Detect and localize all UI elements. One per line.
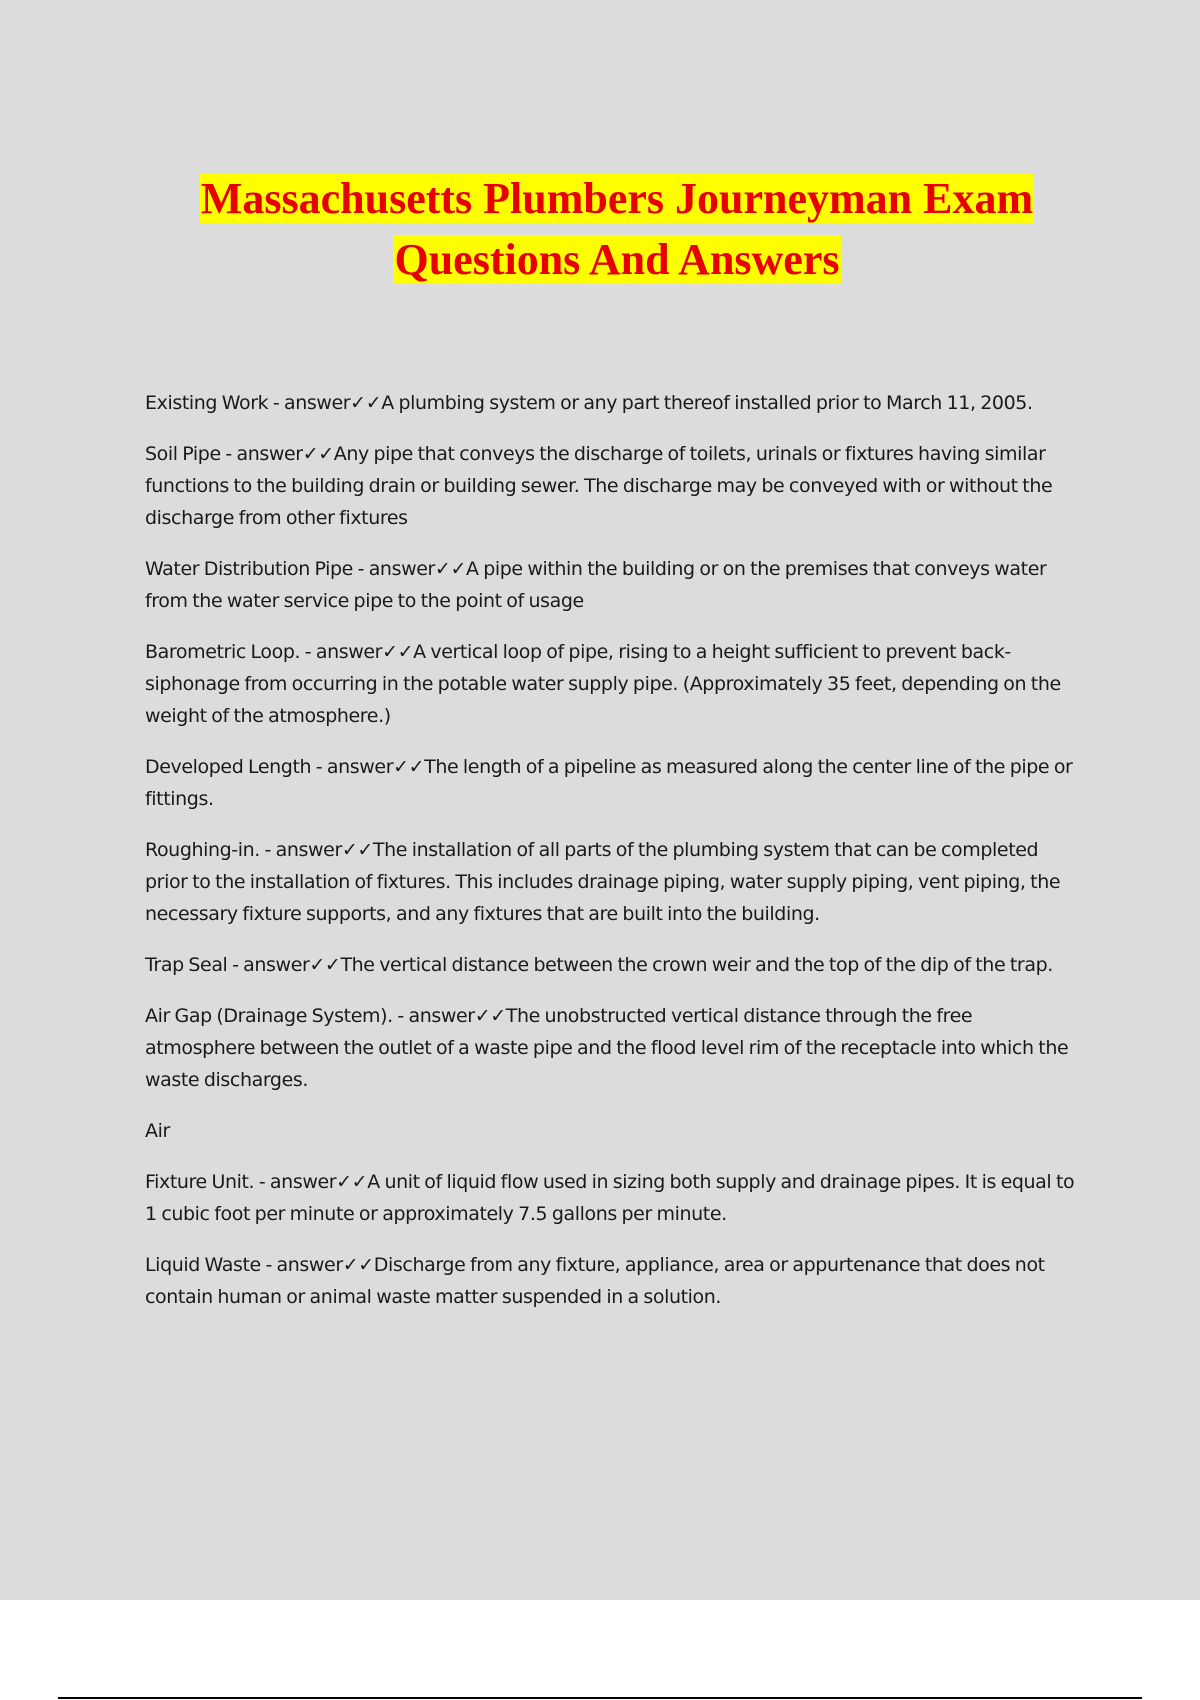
- entry-water-distribution-pipe: Water Distribution Pipe - answer✓✓A pipe within the building or on the premises that conveys water from the water service pipe to the point of usage: [145, 558, 1047, 612]
- bottom-divider: [58, 1697, 1142, 1699]
- entry-soil-pipe: Soil Pipe - answer✓✓Any pipe that conveys the discharge of toilets, urinals or fixtures having similar functions to the building drain or building sewer. The discharge may be conveyed with or without the discharge from other fixtures: [145, 443, 1053, 529]
- document-body: [145, 387, 1085, 1332]
- page-title: [0, 168, 1200, 290]
- entry-trap-seal: Trap Seal - answer✓✓The vertical distance between the crown weir and the top of the dip of the trap.: [145, 954, 1053, 976]
- title-line-1: Massachusetts Plumbers Journeyman Exam: [200, 174, 1034, 223]
- entry-air: Air: [145, 1120, 170, 1142]
- entry-fixture-unit: Fixture Unit. - answer✓✓A unit of liquid flow used in sizing both supply and drainage pipes. It is equal to 1 cubic foot per minute or approximately 7.5 gallons per minute.: [145, 1171, 1075, 1225]
- entry-barometric-loop: Barometric Loop. - answer✓✓A vertical loop of pipe, rising to a height sufficient to prevent back-siphonage from occurring in the potable water supply pipe. (Approximately 35 feet, depending on the weight of the atmosphere.): [145, 641, 1061, 727]
- entry-roughing-in: Roughing-in. - answer✓✓The installation of all parts of the plumbing system that can be completed prior to the installation of fixtures. This includes drainage piping, water supply piping, vent piping, the necessary fixture supports, and any fixtures that are built into the building.: [145, 839, 1061, 925]
- entry-air-gap: Air Gap (Drainage System). - answer✓✓The unobstructed vertical distance through the free atmosphere between the outlet of a waste pipe and the flood level rim of the receptacle into which the waste discharges.: [145, 1005, 1069, 1091]
- title-line-2: Questions And Answers: [394, 235, 840, 284]
- entry-liquid-waste: Liquid Waste - answer✓✓Discharge from any fixture, appliance, area or appurtenance that does not contain human or animal waste matter suspended in a solution.: [145, 1254, 1045, 1308]
- entry-existing-work: Existing Work - answer✓✓A plumbing system or any part thereof installed prior to March 11, 2005.: [145, 392, 1033, 414]
- entry-developed-length: Developed Length - answer✓✓The length of a pipeline as measured along the center line of the pipe or fittings.: [145, 756, 1073, 810]
